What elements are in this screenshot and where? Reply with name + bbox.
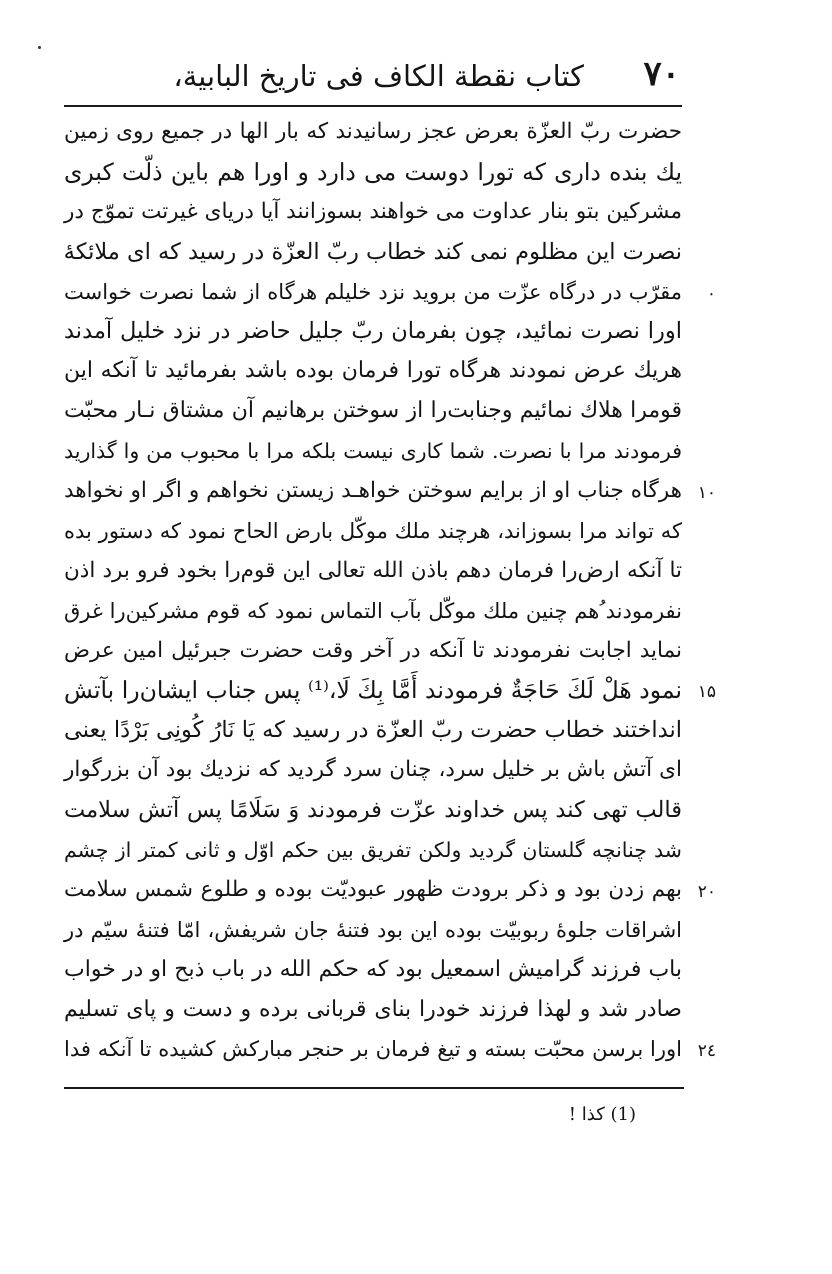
text-line — [64, 551, 682, 591]
line-text: مقرّب در درگاه عزّت من بروید نزد خلیلم هرگاه از شما نصرت خواست — [64, 279, 682, 304]
line-number: ۰ — [706, 283, 716, 304]
line-text: اشراقات جلوهٔ ربوبیّت بوده این بود فتنهٔ جان شریفش، امّا فتنهٔ سیّم در — [64, 917, 682, 942]
text-line — [64, 631, 682, 671]
line-text: اورا نصرت نمائید، چون بفرمان ربّ جلیل حاضر در نزد خلیل آمدند — [64, 318, 682, 345]
text-line — [64, 112, 682, 152]
running-title: کتاب نقطة الکاف فی تاریخ البابیة، — [173, 59, 584, 93]
text-line — [64, 870, 716, 910]
line-text: انداختند خطاب حضرت ربّ العزّة در رسید که یَا نَارُ کُونِی بَرْدًا یعنی — [64, 717, 682, 744]
text-line — [64, 152, 682, 192]
line-number: ۲٤ — [697, 1041, 716, 1062]
text-line — [64, 750, 682, 790]
footnote-rule — [64, 1087, 684, 1089]
line-text: مشرکین بتو بنار عداوت می خواهند بسوزانند آیا دریای غیرتت تموّج در — [64, 198, 682, 224]
text-line — [64, 950, 682, 990]
page-number: ۷۰ — [643, 54, 680, 94]
text-line — [64, 511, 682, 551]
line-number: ۲۰ — [697, 881, 716, 902]
line-text: یك بنده داری که تورا دوست می دارد و اورا هم باین ذلّت کبری — [64, 157, 682, 186]
text-line — [64, 232, 682, 272]
text-line — [64, 192, 682, 232]
line-text: اورا برسن محبّت بسته و تیغ فرمان بر حنجر مبارکش کشیده تا آنکه فدا — [64, 1037, 682, 1062]
line-text: قالب تهی کند پس خداوند عزّت فرمودند وَ سَلَامًا پس آتش سلامت — [64, 797, 682, 824]
text-line — [64, 471, 716, 511]
page-header — [64, 52, 680, 102]
line-text: قومرا هلاك نمائیم وجنابت‌را از سوختن برهانیم آن مشتاق نـار محبّت — [64, 398, 682, 424]
text-line — [64, 710, 682, 750]
text-line — [64, 830, 682, 870]
header-rule — [64, 105, 682, 107]
text-line — [64, 391, 682, 431]
line-text: که تواند مرا بسوزاند، هرچند ملك موکّل بارض الحاح نمود که دستور بده — [64, 518, 682, 543]
line-number: ۱۰ — [697, 483, 716, 504]
text-line — [64, 272, 716, 312]
line-text: باب فرزند گرامیش اسمعیل بود که حکم الله در باب ذبح او در خواب — [64, 956, 682, 982]
line-number: ۱۵ — [697, 682, 716, 703]
line-text: نمود هَلْ لَكَ حَاجَةٌ فرمودند أَمَّا بِكَ لَا،⁽¹⁾ پس جناب ایشان‌را بآتش — [64, 676, 682, 705]
text-line — [64, 1029, 716, 1069]
text-line — [64, 431, 682, 471]
text-line — [64, 670, 716, 710]
text-line — [64, 790, 682, 830]
line-text: هرگاه جناب او از برایم سوختن خواهـد زیستن نخواهم و اگر او نخواهد — [64, 478, 682, 504]
text-line — [64, 351, 682, 391]
line-text: تا آنکه ارض‌را فرمان دهم باذن الله تعالی این قوم‌را بخود فرو برد اذن — [64, 557, 682, 583]
line-text: فرمودند مرا با نصرت. شما کاری نیست بلکه مرا با محبوب من وا گذارید — [64, 439, 682, 464]
footnote: (1) کذا ! — [568, 1104, 636, 1125]
line-text: نفرمودند ُهم چنین ملك موکّل بآب التماس نمود که قوم مشرکین‌را غرق — [64, 598, 682, 623]
line-text: حضرت ربّ العزّة بعرض عجز رسانیدند که بار الها در جمیع روی زمین — [64, 119, 682, 144]
line-text: هریك عرض نمودند هرگاه تورا فرمان بوده باشد بفرمائید تا آنکه این — [64, 358, 682, 384]
text-line — [64, 990, 682, 1030]
line-text: شد چنانچه گلستان گردید ولکن تفریق بین حکم اوّل و ثانی کمتر از چشم — [64, 838, 682, 863]
line-text: نصرت این مظلوم نمی کند خطاب ربّ العزّة در رسید که ای ملائکهٔ — [63, 238, 682, 265]
body-text — [63, 112, 716, 1069]
text-line — [64, 591, 682, 631]
line-text: بهم زدن بود و ذکر برودت ظهور عبودیّت بوده و طلوع شمس سلامت — [64, 876, 682, 902]
text-line — [64, 311, 682, 351]
text-line — [64, 910, 682, 950]
line-text: ای آتش باش بر خلیل سرد، چنان سرد گردید که نزدیك بود آن بزرگوار — [64, 757, 682, 783]
margin-speck — [38, 46, 41, 49]
line-text: نماید اجابت نفرمودند تا آنکه در آخر وقت حضرت جبرئیل امین عرض — [64, 637, 682, 663]
line-text: صادر شد و لهذا فرزند خودرا بنای قربانی برده و دست و پای تسلیم — [64, 996, 682, 1022]
